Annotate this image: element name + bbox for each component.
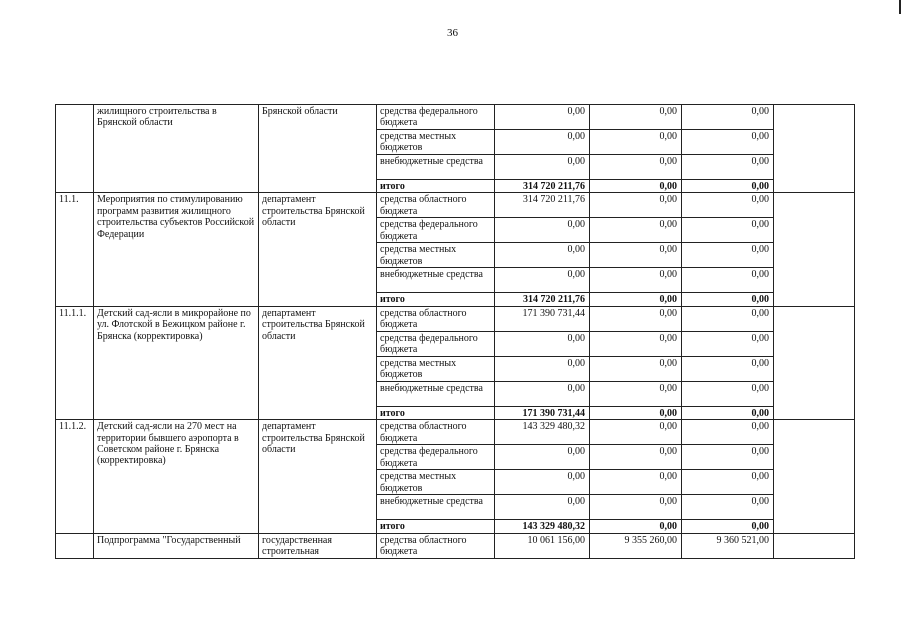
funding-source: средства федерального бюджета <box>377 445 495 470</box>
funding-source: средства местных бюджетов <box>377 243 495 268</box>
amount-2: 0,00 <box>590 331 682 356</box>
measure-name: Мероприятия по стимулированию программ развития жилищного строительства субъектов Российской Федерации <box>94 193 259 306</box>
amount-1: 314 720 211,76 <box>495 293 590 306</box>
amount-3: 9 360 521,00 <box>682 533 774 558</box>
measure-name: Детский сад-ясли в микрорайоне по ул. Флотской в Бежицком районе г. Брянска (корректировка) <box>94 306 259 419</box>
measure-name: Подпрограмма "Государственный <box>94 533 259 558</box>
page-number: 36 <box>447 27 458 39</box>
amount-3: 0,00 <box>682 130 774 155</box>
amount-1: 0,00 <box>495 495 590 520</box>
amount-1: 10 061 156,00 <box>495 533 590 558</box>
amount-3: 0,00 <box>682 331 774 356</box>
funding-source: средства областного бюджета <box>377 306 495 331</box>
amount-3: 0,00 <box>682 218 774 243</box>
funding-source: средства федерального бюджета <box>377 218 495 243</box>
funding-source: итого <box>377 180 495 193</box>
amount-2: 0,00 <box>590 268 682 293</box>
amount-1: 171 390 731,44 <box>495 306 590 331</box>
funding-source: итого <box>377 406 495 419</box>
amount-3: 0,00 <box>682 193 774 218</box>
row-number: 11.1. <box>56 193 94 306</box>
amount-1: 0,00 <box>495 331 590 356</box>
amount-3: 0,00 <box>682 406 774 419</box>
executor: департамент строительства Брянской области <box>259 420 377 533</box>
row-number: 11.1.2. <box>56 420 94 533</box>
amount-1: 0,00 <box>495 130 590 155</box>
funding-source: средства местных бюджетов <box>377 356 495 381</box>
amount-3: 0,00 <box>682 445 774 470</box>
row-number <box>56 105 94 193</box>
amount-1: 314 720 211,76 <box>495 180 590 193</box>
amount-2: 0,00 <box>590 445 682 470</box>
measure-name: жилищного строительства в Брянской области <box>94 105 259 193</box>
amount-2: 0,00 <box>590 470 682 495</box>
amount-2: 0,00 <box>590 306 682 331</box>
amount-2: 0,00 <box>590 243 682 268</box>
amount-1: 0,00 <box>495 356 590 381</box>
amount-1: 143 329 480,32 <box>495 520 590 533</box>
amount-3: 0,00 <box>682 356 774 381</box>
amount-2: 0,00 <box>590 406 682 419</box>
row-number: 11.1.1. <box>56 306 94 419</box>
funding-source: средства областного бюджета <box>377 420 495 445</box>
amount-3: 0,00 <box>682 470 774 495</box>
amount-2: 0,00 <box>590 105 682 130</box>
executor: Брянской области <box>259 105 377 193</box>
amount-1: 143 329 480,32 <box>495 420 590 445</box>
amount-1: 0,00 <box>495 218 590 243</box>
amount-2: 0,00 <box>590 356 682 381</box>
amount-1: 0,00 <box>495 381 590 406</box>
amount-1: 0,00 <box>495 105 590 130</box>
funding-source: средства областного бюджета <box>377 533 495 558</box>
amount-2: 0,00 <box>590 520 682 533</box>
funding-source: внебюджетные средства <box>377 495 495 520</box>
amount-1: 314 720 211,76 <box>495 193 590 218</box>
empty-cell <box>774 533 855 558</box>
amount-2: 0,00 <box>590 193 682 218</box>
table-row <box>56 105 855 130</box>
table-row <box>56 420 855 445</box>
budget-table <box>55 104 855 559</box>
table-row <box>56 306 855 331</box>
amount-2: 0,00 <box>590 155 682 180</box>
funding-source: средства федерального бюджета <box>377 331 495 356</box>
amount-1: 0,00 <box>495 243 590 268</box>
amount-3: 0,00 <box>682 381 774 406</box>
table-row <box>56 533 855 558</box>
amount-2: 0,00 <box>590 218 682 243</box>
executor: государственная строительная <box>259 533 377 558</box>
funding-source: средства федерального бюджета <box>377 105 495 130</box>
amount-1: 0,00 <box>495 445 590 470</box>
amount-2: 0,00 <box>590 420 682 445</box>
table-row <box>56 193 855 218</box>
empty-cell <box>774 105 855 193</box>
row-number <box>56 533 94 558</box>
empty-cell <box>774 306 855 419</box>
amount-3: 0,00 <box>682 155 774 180</box>
amount-2: 0,00 <box>590 381 682 406</box>
amount-1: 0,00 <box>495 155 590 180</box>
funding-source: внебюджетные средства <box>377 268 495 293</box>
funding-source: итого <box>377 293 495 306</box>
empty-cell <box>774 193 855 306</box>
amount-2: 0,00 <box>590 293 682 306</box>
amount-1: 0,00 <box>495 470 590 495</box>
executor: департамент строительства Брянской области <box>259 306 377 419</box>
funding-source: средства местных бюджетов <box>377 470 495 495</box>
amount-3: 0,00 <box>682 268 774 293</box>
amount-1: 0,00 <box>495 268 590 293</box>
amount-3: 0,00 <box>682 243 774 268</box>
amount-3: 0,00 <box>682 306 774 331</box>
amount-3: 0,00 <box>682 105 774 130</box>
amount-3: 0,00 <box>682 420 774 445</box>
funding-source: средства местных бюджетов <box>377 130 495 155</box>
funding-source: средства областного бюджета <box>377 193 495 218</box>
amount-2: 0,00 <box>590 130 682 155</box>
amount-3: 0,00 <box>682 495 774 520</box>
funding-source: внебюджетные средства <box>377 155 495 180</box>
executor: департамент строительства Брянской области <box>259 193 377 306</box>
empty-cell <box>774 420 855 533</box>
scan-mark <box>899 0 901 14</box>
funding-source: итого <box>377 520 495 533</box>
funding-source: внебюджетные средства <box>377 381 495 406</box>
amount-2: 0,00 <box>590 495 682 520</box>
amount-1: 171 390 731,44 <box>495 406 590 419</box>
amount-2: 9 355 260,00 <box>590 533 682 558</box>
amount-2: 0,00 <box>590 180 682 193</box>
amount-3: 0,00 <box>682 520 774 533</box>
amount-3: 0,00 <box>682 293 774 306</box>
amount-3: 0,00 <box>682 180 774 193</box>
measure-name: Детский сад-ясли на 270 мест на территории бывшего аэропорта в Советском районе г. Брянска (корректировка) <box>94 420 259 533</box>
